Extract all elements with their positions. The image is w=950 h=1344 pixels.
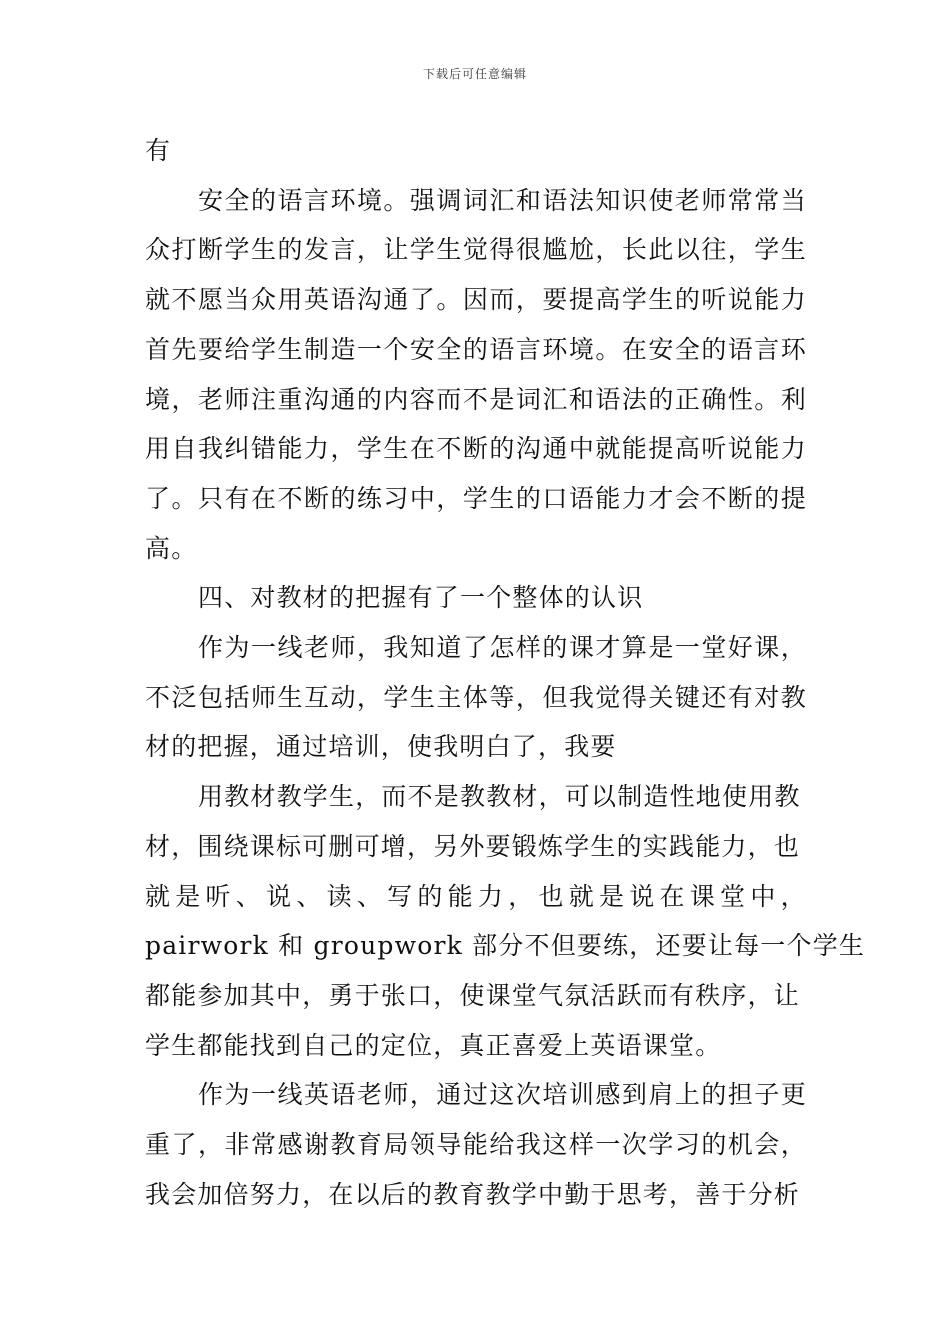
text-char: 是 — [598, 881, 626, 911]
text-line: 学生都能找到自己的定位，真正喜爱上英语课堂。 — [145, 1030, 722, 1060]
text-line: pairwork 和 groupwork 部分不但要练，还要让每一个学生 — [145, 931, 866, 961]
text-char: 中 — [750, 881, 777, 911]
text-char: 就 — [145, 881, 172, 911]
text-char: 读 — [326, 881, 353, 911]
text-char: 就 — [568, 881, 595, 911]
text-char: 的 — [417, 881, 444, 911]
paragraph-continuation: 有 — [145, 136, 172, 165]
paragraph-language-environment: 安全的语言环境。强调词汇和语法知识使老师常常当众打断学生的发言，让学生觉得很尴尬，长此以往，学生就不愿当众用英语沟通了。因而，要提高学生的听说能力首先要给学生制造一个安全的语言环境。在安全的语言环境，老师注重沟通的内容而不是词汇和语法的正确性。利用自我纠错能力，学生在不断的沟通中就能提高听说能力了。只有在不断的练习中，学生的口语能力才会不断的提高。 — [145, 185, 807, 563]
paragraph-closing: 作为一线英语老师，通过这次培训感到肩上的担子更重了，非常感谢教育局领导能给我这样一次学习的机会，我会加倍努力，在以后的教育教学中勤于思考，善于分析 — [145, 1080, 807, 1209]
text-char: 、 — [235, 881, 262, 911]
text-line: 用教材教学生，而不是教教材，可以制造性地使用教 — [198, 782, 801, 812]
text-char: 也 — [538, 881, 565, 911]
text-char: 课 — [689, 881, 716, 911]
text-char: 说 — [266, 881, 293, 911]
text-char: 听 — [205, 881, 232, 911]
section-heading-four: 四、对教材的把握有了一个整体的认识 — [198, 583, 644, 613]
text-char: ， — [780, 881, 807, 911]
document-body — [145, 126, 866, 1219]
text-char: ， — [508, 881, 535, 911]
text-char: 是 — [175, 881, 202, 911]
text-char: 、 — [356, 881, 384, 911]
text-char: 在 — [659, 881, 686, 911]
page-header: 下载后可任意编辑 — [422, 67, 527, 81]
text-line: 都能参加其中，勇于张口，使课堂气氛活跃而有秩序，让 — [145, 980, 801, 1010]
text-char: 写 — [387, 881, 414, 911]
text-line: 材，围绕课标可删可增，另外要锻炼学生的实践能力，也 — [145, 831, 801, 861]
paragraph-textbook: 作为一线老师，我知道了怎样的课才算是一堂好课，不泛包括师生互动，学生主体等，但我觉得关键还有对教材的把握，通过培训，使我明白了，我要 — [145, 633, 807, 762]
text-line-justified — [145, 872, 807, 922]
text-char: 能 — [447, 881, 474, 911]
text-char: 堂 — [720, 881, 747, 911]
paragraph-textbook-usage — [145, 772, 866, 1070]
text-char: 、 — [296, 881, 323, 911]
text-char: 力 — [477, 881, 505, 911]
text-char: 说 — [629, 881, 656, 911]
